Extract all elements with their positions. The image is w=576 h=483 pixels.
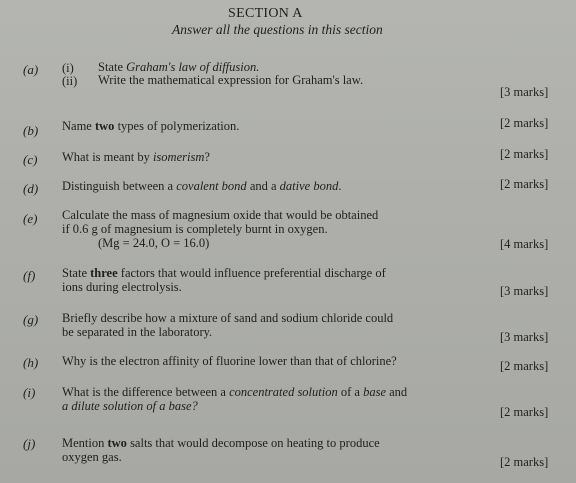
- question-label-a: (a): [23, 62, 39, 77]
- question-label-b: (b): [23, 123, 39, 138]
- question-text-e-line3: (Mg = 24.0, O = 16.0): [98, 236, 210, 250]
- question-text-e-line1: Calculate the mass of magnesium oxide that would be obtained: [62, 208, 379, 222]
- marks-j: [2 marks]: [500, 455, 549, 469]
- question-text-f-line2: ions during electrolysis.: [62, 280, 182, 294]
- question-text-i-line1: What is the difference between a concentrated solution of a base and: [62, 385, 408, 399]
- question-text-e-line2: if 0.6 g of magnesium is completely burnt in oxygen.: [62, 222, 328, 236]
- marks-g: [3 marks]: [500, 330, 549, 344]
- question-label-g: (g): [23, 312, 39, 327]
- section-instruction: Answer all the questions in this section: [172, 22, 383, 37]
- marks-e: [4 marks]: [500, 237, 549, 251]
- question-text-j-line2: oxygen gas.: [62, 450, 122, 464]
- question-text-c: What is meant by isomerism?: [62, 150, 210, 164]
- subpart-label-a-ii: (ii): [62, 74, 78, 88]
- question-label-h: (h): [23, 355, 39, 370]
- question-text-b: Name two types of polymerization.: [62, 119, 240, 133]
- marks-a: [3 marks]: [500, 85, 549, 99]
- section-title: SECTION A: [228, 6, 303, 21]
- marks-d: [2 marks]: [500, 177, 549, 191]
- question-text-i-line2: a dilute solution of a base?: [62, 399, 198, 413]
- question-label-c: (c): [23, 152, 38, 167]
- question-label-i: (i): [23, 385, 36, 400]
- question-text-a-ii: Write the mathematical expression for Graham's law.: [98, 73, 364, 87]
- marks-h: [2 marks]: [500, 359, 549, 373]
- question-label-d: (d): [23, 181, 39, 196]
- marks-i: [2 marks]: [500, 405, 549, 419]
- question-text-g-line2: be separated in the laboratory.: [62, 325, 213, 339]
- question-text-a-i: State Graham's law of diffusion.: [98, 60, 260, 74]
- question-text-f-line1: State three factors that would influence preferential discharge of: [62, 266, 386, 280]
- question-text-d: Distinguish between a covalent bond and a dative bond.: [62, 179, 342, 193]
- question-text-g-line1: Briefly describe how a mixture of sand and sodium chloride could: [62, 311, 394, 325]
- question-label-f: (f): [23, 268, 36, 283]
- question-label-e: (e): [23, 211, 38, 226]
- subpart-label-a-i: (i): [62, 61, 74, 75]
- question-text-h: Why is the electron affinity of fluorine lower than that of chlorine?: [62, 354, 397, 368]
- marks-c: [2 marks]: [500, 147, 549, 161]
- marks-f: [3 marks]: [500, 284, 549, 298]
- marks-b: [2 marks]: [500, 116, 549, 130]
- question-label-j: (j): [23, 436, 36, 451]
- question-text-j-line1: Mention two salts that would decompose on heating to produce: [62, 436, 380, 450]
